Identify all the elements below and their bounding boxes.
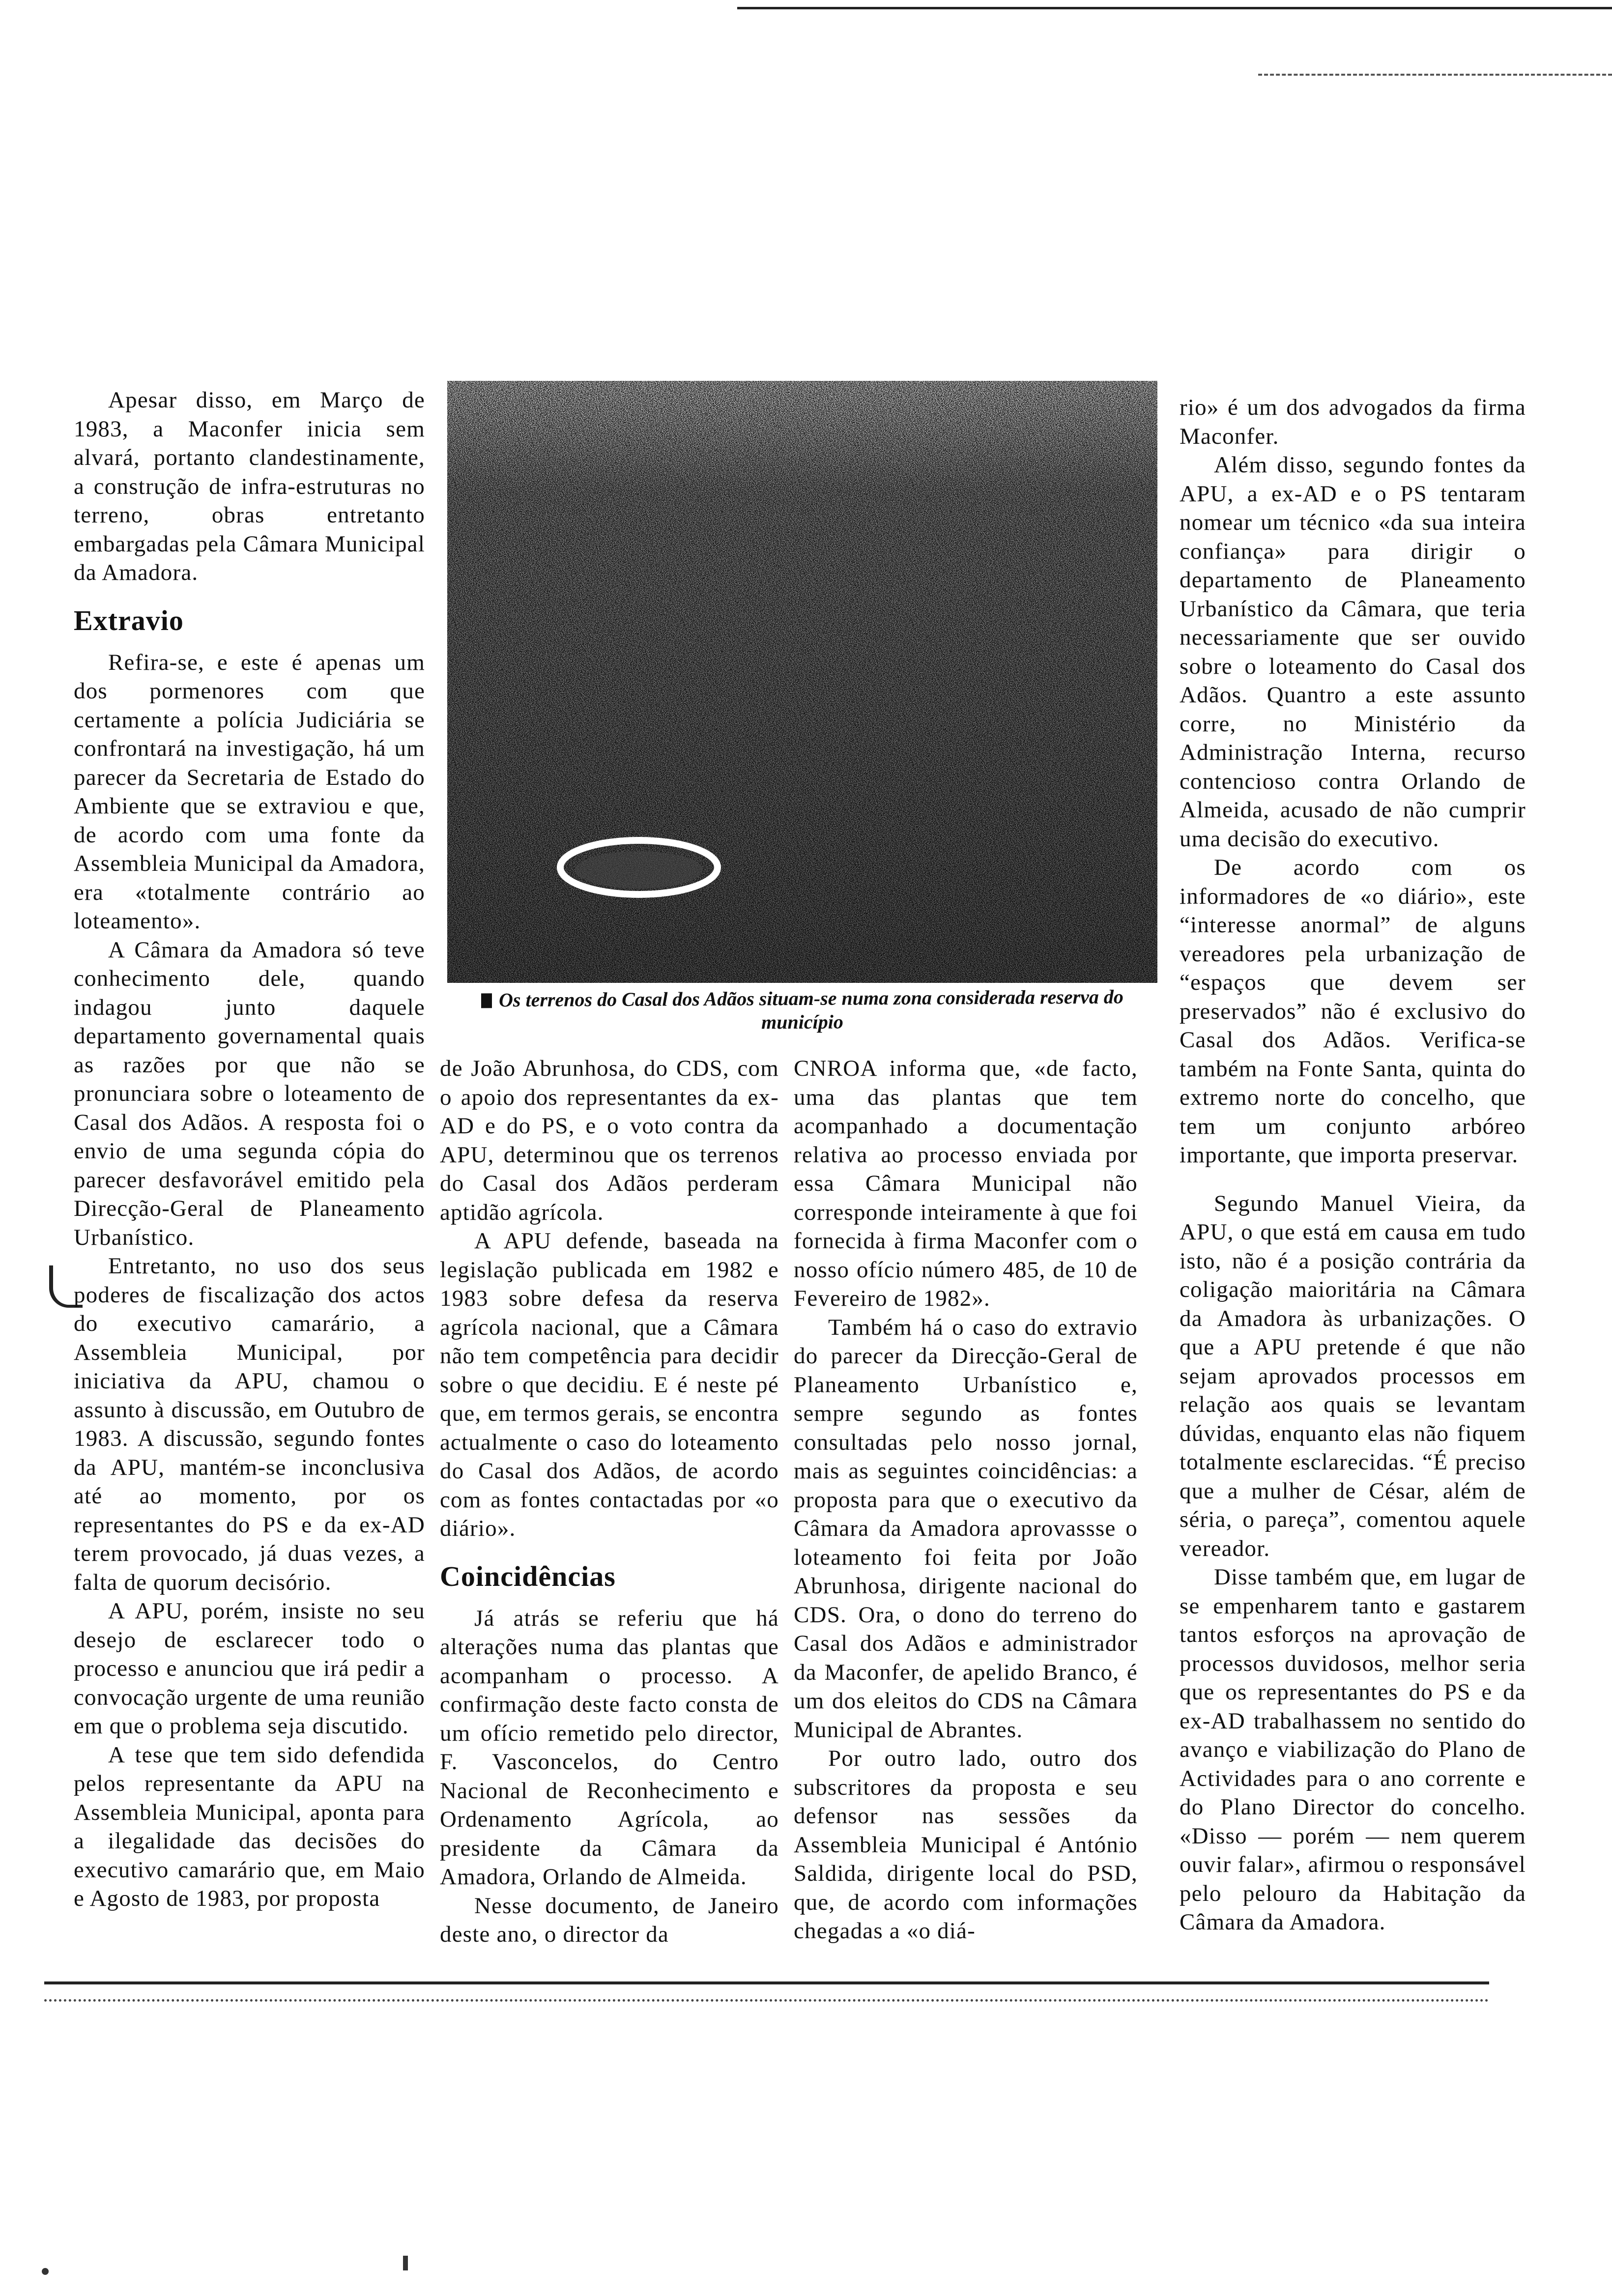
- article-column-2: [440, 1054, 779, 1949]
- top-rule: [737, 7, 1612, 9]
- article-column-1: [74, 386, 425, 1913]
- bottom-dotted-rule: [44, 1999, 1489, 2002]
- paragraph: Por outro lado, outro dos subscritores da proposta e seu defensor nas sessões da Assembleia Municipal é António Saldida, dirigente local do PSD, que, de acordo com informações chegadas a «o diá-: [794, 1746, 1138, 1944]
- photo-caption: [447, 985, 1157, 1036]
- paragraph: Também há o caso do extravio do parecer da Direcção-Geral de Planeamento Urbanístico e, sempre segundo as fontes consultadas pelo nosso jornal, mais as seguintes coincidências: a proposta para que o executivo da Câmara da Amadora aprovassse o loteamento foi feita por João Abrunhosa, dirigente nacional do CDS. Ora, o dono do terreno do Casal dos Adãos e administrador da Maconfer, de apelido Branco, é um dos eleitos do CDS na Câmara Municipal de Abrantes.: [794, 1314, 1138, 1743]
- article-column-3: [794, 1054, 1138, 1946]
- paragraph: Apesar disso, em Março de 1983, a Maconfer inicia sem alvará, portanto clandestinamente, a construção de infra-estruturas no terreno, obras entretanto embargadas pela Câmara Municipal da Amadora.: [74, 387, 425, 585]
- section-heading-extravio: Extravio: [74, 604, 184, 636]
- paragraph: rio» é um dos advogados da firma Maconfer.: [1180, 395, 1526, 449]
- paragraph: Refira-se, e este é apenas um dos pormenores com que certamente a polícia Judiciária se confrontará na investigação, há um parecer da Secretaria de Estado do Ambiente que se extraviou e que, de acordo com uma fonte da Assembleia Municipal da Amadora, era «totalmente contrário ao loteamento».: [74, 649, 425, 934]
- scan-speck: [42, 2268, 49, 2275]
- caption-bullet-icon: [481, 993, 492, 1008]
- paragraph: Disse também que, em lugar de se empenharem tanto e gastarem tantos esforços na aprovação de processos duvidosos, melhor seria que os representantes do PS e da ex-AD trabalhassem no sentido do avanço e viabilização do Plano de Actividades para o ano corrente e do Plano Director do concelho. «Disso — porém — nem querem ouvir falar», afirmou o responsável pelo pelouro da Habitação da Câmara da Amadora.: [1180, 1564, 1526, 1935]
- article-column-4: [1180, 393, 1526, 1937]
- paragraph: A APU, porém, insiste no seu desejo de esclarecer todo o processo e anunciou que irá pedir a convocação urgente de uma reunião em que o problema seja discutido.: [74, 1598, 425, 1739]
- paragraph: A tese que tem sido defendida pelos representante da APU na Assembleia Municipal, aponta para a ilegalidade das decisões do executivo camarário que, em Maio e Agosto de 1983, por proposta: [74, 1742, 425, 1911]
- paragraph: De acordo com os informadores de «o diário», este “interesse anormal” de alguns vereadores pela urbanização de “espaços que devem ser preservados” não é exclusivo do Casal dos Adãos. Verifica-se também na Fonte Santa, quinta do extremo norte do concelho, que tem um conjunto arbóreo importante, que importa preservar.: [1180, 855, 1526, 1168]
- paragraph: Segundo Manuel Vieira, da APU, o que está em causa em tudo isto, não é a posição contrária da coligação maioritária na Câmara da Amadora às urbanizações. O que a APU pretende é que não sejam aprovados processos em relação aos quais se levantam dúvidas, enquanto elas não fiquem totalmente esclarecidas. “É preciso que a mulher de César, além de séria, o pareça”, comentou aquele vereador.: [1180, 1190, 1526, 1561]
- top-dotted-rule: [1258, 74, 1612, 76]
- caption-text: Os terrenos do Casal dos Adãos situam-se numa zona considerada reserva do município: [499, 985, 1123, 1033]
- article-photo: [447, 381, 1157, 983]
- paragraph: de João Abrunhosa, do CDS, com o apoio dos representantes da ex-AD e do PS, e o voto contra da APU, determinou que os terrenos do Casal dos Adãos perderam aptidão agrícola.: [440, 1056, 779, 1225]
- paragraph: Entretanto, no uso dos seus poderes de fiscalização dos actos do executivo camarário, a Assembleia Municipal, por iniciativa da APU, chamou o assunto à discussão, em Outubro de 1983. A discussão, segundo fontes da APU, mantém-se inconclusiva até ao momento, por os representantes do PS e da ex-AD terem provocado, já duas vezes, a falta de quorum decisório.: [74, 1253, 425, 1595]
- paragraph: A Câmara da Amadora só teve conhecimento dele, quando indagou junto daquele departamento governamental quais as razões por que não se pronunciara sobre o loteamento de Casal dos Adãos. A resposta foi o envio de uma segunda cópia do parecer desfavorável emitido pela Direcção-Geral de Planeamento Urbanístico.: [74, 937, 425, 1250]
- bottom-rule: [44, 1981, 1489, 1984]
- scan-speck: [403, 2256, 408, 2270]
- paragraph: CNROA informa que, «de facto, uma das plantas que tem acompanhado a documentação relativa ao processo enviada por essa Câmara Municipal não corresponde inteiramente à que foi fornecida à firma Maconfer com o nosso ofício número 485, de 10 de Fevereiro de 1982».: [794, 1056, 1138, 1311]
- paragraph: A APU defende, baseada na legislação publicada em 1982 e 1983 sobre defesa da reserva agrícola nacional, que a Câmara não tem competência para decidir sobre o que decidiu. E é neste pé que, em termos gerais, se encontra actualmente o caso do loteamento do Casal dos Adãos, de acordo com as fontes contactadas por «o diário».: [440, 1228, 779, 1541]
- photo-terrain-image: [447, 381, 1157, 983]
- section-heading-coincidencias: Coincidências: [440, 1560, 616, 1592]
- paragraph: Nesse documento, de Janeiro deste ano, o director da: [440, 1893, 779, 1947]
- paragraph: Já atrás se referiu que há alterações numa das plantas que acompanham o processo. A confirmação deste facto consta de um ofício remetido pelo director, F. Vasconcelos, do Centro Nacional de Reconhecimento e Ordenamento Agrícola, ao presidente da Câmara da Amadora, Orlando de Almeida.: [440, 1605, 779, 1890]
- paragraph: Além disso, segundo fontes da APU, a ex-AD e o PS tentaram nomear um técnico «da sua inteira confiança» para dirigir o departamento de Planeamento Urbanístico da Câmara, que teria necessariamente que ser ouvido sobre o loteamento do Casal dos Adãos. Quantro a este assunto corre, no Ministério da Administração Interna, recurso contencioso contra Orlando de Almeida, acusado de não cumprir uma decisão do executivo.: [1180, 452, 1526, 852]
